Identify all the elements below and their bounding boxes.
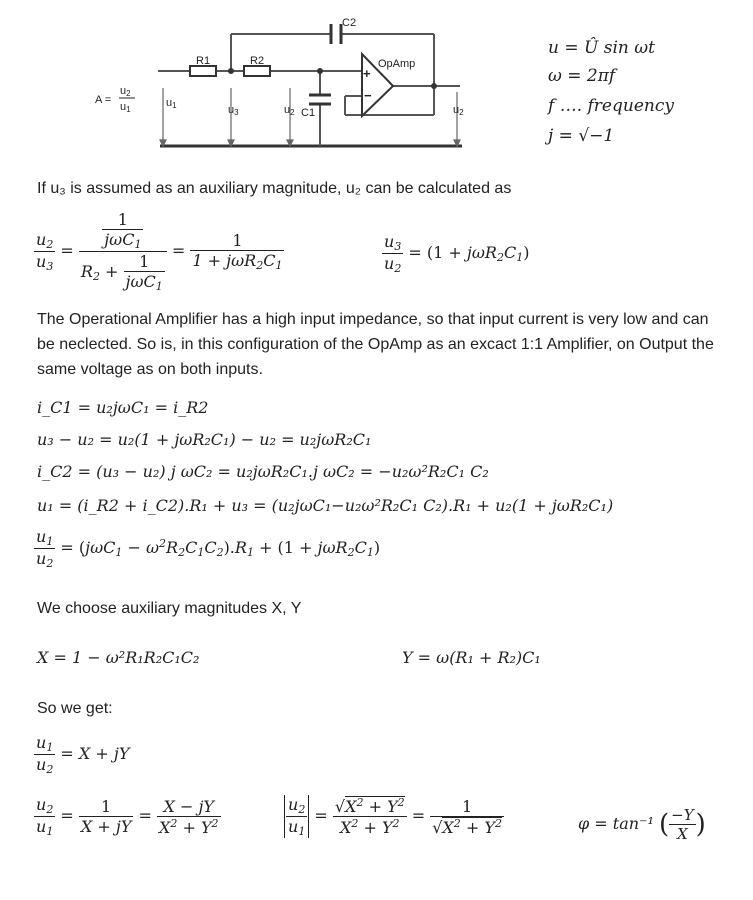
- choose-text: We choose auxiliary magnitudes X, Y: [37, 600, 302, 617]
- c1-label: C1: [301, 107, 316, 119]
- eq-x-def: X = 1 − ω²R₁R₂C₁C₂: [37, 648, 200, 667]
- eq-u2-over-u3: $\frac{u_2}{u_3}$ = $\frac{1}{j\omega C_1}$ $R_2$ + $\frac{1}{j\omega C_1}$ = $\frac{1}{1 + j\omega R_2C_1}$: [36, 210, 283, 293]
- gain-num: u: [120, 85, 127, 97]
- eq-ic2: i_C2 = (u₃ − u₂) j ωC₂ = u₂jωR₂C₁.j ωC₂ = −u₂ω²R₂C₁ C₂: [37, 462, 489, 481]
- u2-out-label: u: [453, 104, 460, 116]
- svg-text:u1: [166, 97, 177, 110]
- eq-u1: u₁ = (i_R2 + i_C2).R₁ + u₃ = (u₂jωC₁−u₂ω²R₂C₁ C₂).R₁ + u₂(1 + jωR₂C₁): [37, 496, 614, 515]
- capacitor-c1-symbol: [309, 95, 331, 104]
- svg-text:u3: [228, 104, 239, 117]
- u3-label-sub: 3: [234, 108, 239, 117]
- so-we-get-text: So we get:: [37, 700, 113, 717]
- gain-a-label: A =: [95, 94, 112, 106]
- intro-text: If u₃ is assumed as an auxiliary magnitude, u₂ can be calculated as: [37, 180, 512, 197]
- u3-label: u: [228, 104, 235, 116]
- u2-mid-label-sub: 2: [290, 108, 295, 117]
- eq-magnitude: $\frac{u_2}{u_1}$ = $\frac{√X^2 + Y^2}{X^2 + Y^2}$ = $\frac{1}{√X^2 + Y^2}$: [284, 795, 504, 838]
- gain-num-sub: 2: [126, 89, 131, 98]
- svg-text:u1: [120, 101, 131, 114]
- u2-mid-label: u: [284, 104, 291, 116]
- u2-out-label-sub: 2: [459, 108, 464, 117]
- opamp-plus: +: [363, 66, 371, 81]
- def-line-1: u = Û sin ωt: [548, 38, 655, 58]
- svg-text:u2: [453, 104, 464, 117]
- opamp-paragraph: The Operational Amplifier has a high input impedance, so that input current is very low and can be neclected. So is, in this configuration of the OpAmp as an excact 1:1 Amplifier, on Output the same voltage as on both inputs.: [37, 311, 714, 378]
- eq-ic1: i_C1 = u₂jωC₁ = i_R2: [37, 398, 209, 417]
- eq-u1-over-u2-xy: $\frac{u_1}{u_2}$ = X + jY: [36, 733, 130, 776]
- r2-label: R2: [250, 55, 265, 67]
- opamp-minus: −: [364, 88, 372, 103]
- eq-u1-over-u2: $\frac{u_1}{u_2}$ = $(j\omega C_1 - \omega^2R_2C_1C_2).R_1 + (1 + j\omega R_2C_1)$: [36, 527, 381, 570]
- opamp-label: OpAmp: [378, 58, 416, 70]
- resistor-r2-symbol: [244, 66, 270, 76]
- gain-den-sub: 1: [126, 105, 131, 114]
- gain-den: u: [120, 101, 127, 113]
- eq-u3-minus-u2: u₃ − u₂ = u₂(1 + jωR₂C₁) − u₂ = u₂jωR₂C₁: [37, 430, 372, 449]
- u1-label: u: [166, 97, 173, 109]
- capacitor-c2-symbol: [331, 24, 341, 44]
- eq-u2-over-u1-xy: $\frac{u_2}{u_1}$ = $\frac{1}{X + jY}$ = $\frac{X - jY}{X^2 + Y^2}$: [36, 795, 219, 838]
- eq-phi: φ = tan⁻¹ ( $\frac{-Y}{X}$ ): [578, 806, 706, 843]
- u1-label-sub: 1: [172, 101, 177, 110]
- def-line-2: ω = 2πf: [548, 66, 616, 86]
- eq-phi-prefix: φ = tan⁻¹: [578, 814, 654, 833]
- r1-label: R1: [196, 55, 211, 67]
- c2-label: C2: [342, 17, 357, 29]
- circuit-diagram: [80, 10, 570, 175]
- svg-text:u2: [284, 104, 295, 117]
- svg-text:u2: [120, 85, 131, 98]
- def-line-4: j = √−1: [548, 126, 615, 146]
- def-line-3: f …. frequency: [548, 96, 674, 116]
- resistor-r1-symbol: [190, 66, 216, 76]
- eq-y-def: Y = ω(R₁ + R₂)C₁: [402, 648, 541, 667]
- eq-u3-over-u2: $\frac{u_3}{u_2}$ = $(1 + j\omega R_2C_1)$: [384, 232, 530, 275]
